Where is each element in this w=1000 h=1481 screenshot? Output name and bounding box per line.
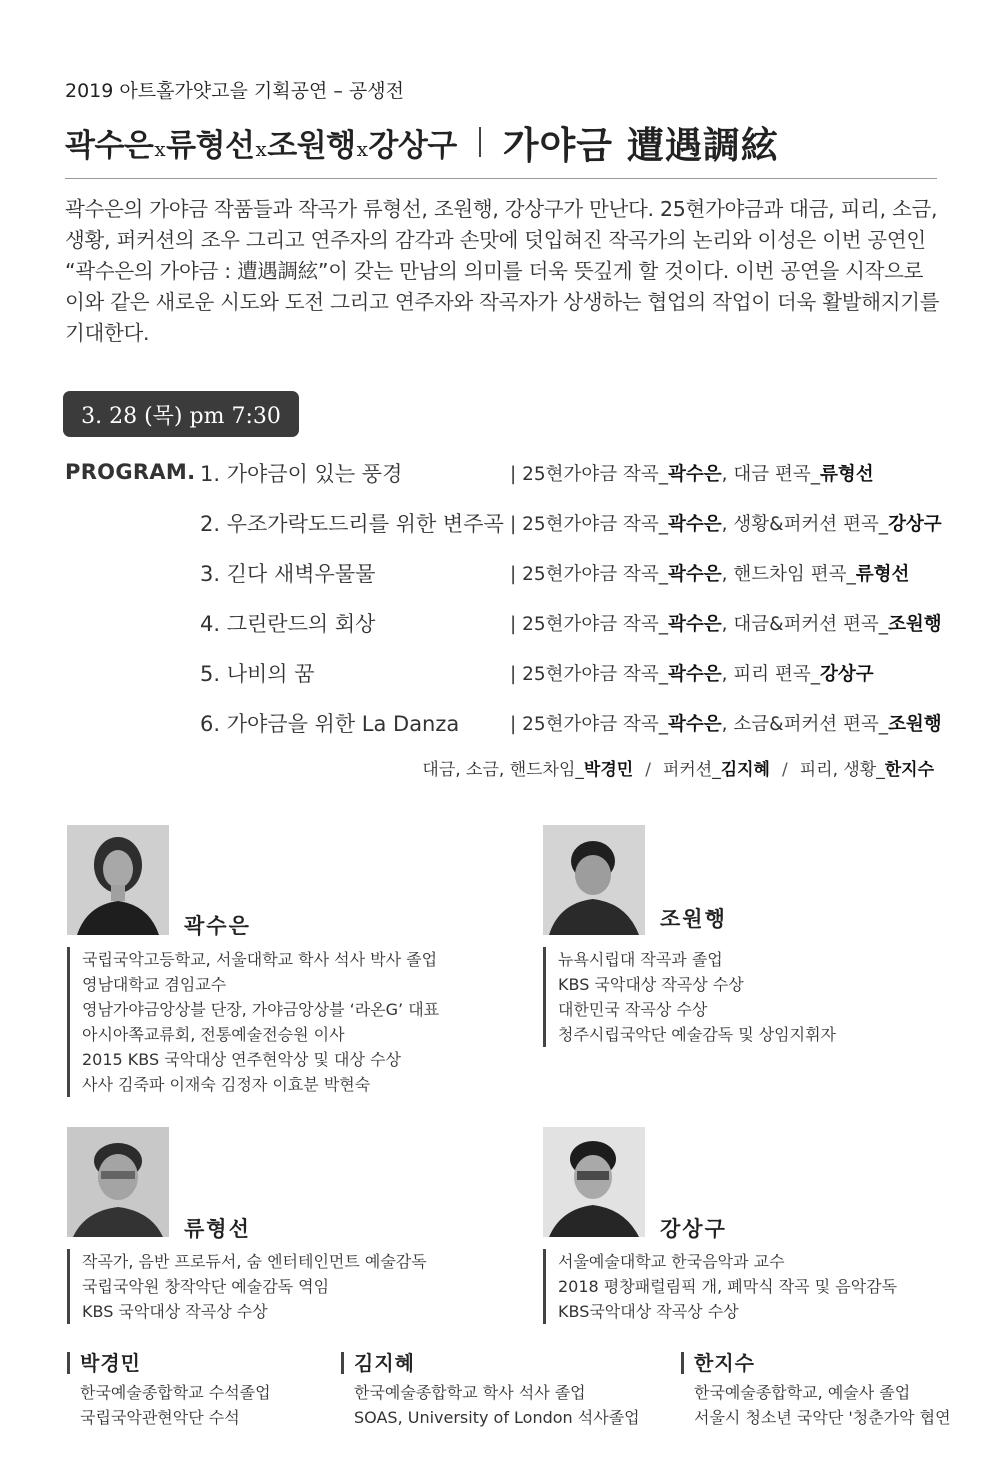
program-desc: | 25현가야금 작곡_곽수은, 소금&퍼커션 편곡_조원행 [510, 714, 942, 735]
program-title: 1. 가야금이 있는 풍경 [200, 462, 403, 486]
program-desc: | 25현가야금 작곡_곽수은, 대금&퍼커션 편곡_조원행 [510, 614, 942, 635]
date-badge: 3. 28 (목) pm 7:30 [63, 391, 299, 437]
profile-bio: 한국예술종합학교, 예술사 졸업 서울시 청소년 국악단 '청춘가악 협연 [694, 1383, 951, 1427]
program-item [200, 708, 940, 738]
intro-paragraph: 곽수은의 가야금 작품들과 작곡가 류형선, 조원행, 강상구가 만난다. 25현가야금과 대금, 피리, 소금, 생황, 퍼커션의 조우 그리고 연주자의 감각과 손맛에 덧입혀진 작곡가의 논리와 이성은 이번 공연인 “곽수은의 가야금 : 遭遇調絃”이 갖는 만남의 의미를 더욱 뜻깊게 할 것이다. 이번 공연을 시작으로 이와 같은 새로운 시도와 도전 그리고 연주자와 작곡자가 상생하는 협업의 작업이 더욱 활발해지기를 기대한다. [65, 197, 940, 345]
program-title: 5. 나비의 꿈 [200, 662, 315, 686]
profile-bio: 국립국악고등학교, 서울대학교 학사 석사 박사 졸업 영남대학교 겸임교수 영남가야금앙상블 단장, 가야금앙상블 ‘라온G’ 대표 아시아쪽교류회, 전통예술전승원 이사 2015 KBS 국악대상 연주현악상 및 대상 수상 사사 김죽파 이재숙 김정자 이효분 박현숙 [67, 947, 439, 1097]
program-item [200, 608, 940, 638]
title-divider [479, 127, 481, 157]
performer-profile [67, 1352, 271, 1430]
profile-name: 곽수은 [184, 914, 251, 938]
program-item [200, 558, 940, 588]
program-item [200, 458, 940, 488]
program-item [200, 508, 940, 538]
profile-bio: 뉴욕시립대 작곡과 졸업 KBS 국악대상 작곡상 수상 대한민국 작곡상 수상 청주시립국악단 예술감독 및 상임지휘자 [543, 947, 836, 1047]
profile-bio: 서울예술대학교 한국음악과 교수 2018 평창패럴림픽 개, 폐막식 작곡 및 음악감독 KBS국악대상 작곡상 수상 [543, 1249, 897, 1324]
performers-line: 대금, 소금, 핸드차임_박경민 / 퍼커션_김지혜 / 피리, 생황_한지수 [422, 760, 934, 780]
program-title: 6. 가야금을 위한 La Danza [200, 712, 460, 736]
profile-bio: 한국예술종합학교 수석졸업 국립국악관현악단 수석 [80, 1383, 271, 1427]
program-title: 3. 긷다 새벽우물물 [200, 562, 376, 586]
performer-profile [681, 1352, 951, 1430]
portrait-photo [543, 1127, 645, 1237]
profile-bio: 작곡가, 음반 프로듀서, 숨 엔터테인먼트 예술감독 국립국악원 창작악단 예술감독 역임 KBS 국악대상 작곡상 수상 [67, 1249, 427, 1324]
title-names [65, 120, 457, 165]
profile-name: 한지수 [681, 1352, 951, 1374]
program-item [200, 658, 940, 688]
program-title: 4. 그린란드의 회상 [200, 612, 376, 636]
program-label: PROGRAM. [65, 460, 196, 484]
program-desc: | 25현가야금 작곡_곽수은, 핸드차임 편곡_류형선 [510, 564, 910, 585]
profile-name: 조원행 [660, 907, 727, 931]
title-name: 류형선 [166, 127, 255, 164]
program-title: 2. 우조가락도드리를 위한 변주곡 [200, 512, 504, 536]
title-x: x [154, 136, 166, 161]
portrait-photo [67, 1127, 169, 1237]
program-desc: | 25현가야금 작곡_곽수은, 피리 편곡_강상구 [510, 664, 874, 685]
title-x: x [255, 136, 267, 161]
page-title [65, 112, 965, 172]
portrait-photo [67, 825, 169, 935]
profile-name: 강상구 [660, 1217, 727, 1241]
profile-name: 김지혜 [341, 1352, 640, 1374]
program-desc: | 25현가야금 작곡_곽수은, 생황&퍼커션 편곡_강상구 [510, 514, 942, 535]
profile-name: 류형선 [184, 1217, 251, 1241]
title-x: x [356, 136, 368, 161]
title-name: 곽수은 [65, 127, 154, 164]
title-main: 가야금 遭遇調絃 [502, 123, 779, 167]
title-name: 강상구 [368, 127, 457, 164]
title-name: 조원행 [267, 127, 356, 164]
event-subtitle: 2019 아트홀가얏고을 기획공연 – 공생전 [65, 80, 404, 102]
profile-name: 박경민 [67, 1352, 271, 1374]
header-rule [65, 178, 937, 179]
program-desc: | 25현가야금 작곡_곽수은, 대금 편곡_류형선 [510, 464, 874, 485]
portrait-photo [543, 825, 645, 935]
profile-bio: 한국예술종합학교 학사 석사 졸업 SOAS, University of London 석사졸업 [354, 1383, 640, 1427]
performer-profile [341, 1352, 640, 1430]
